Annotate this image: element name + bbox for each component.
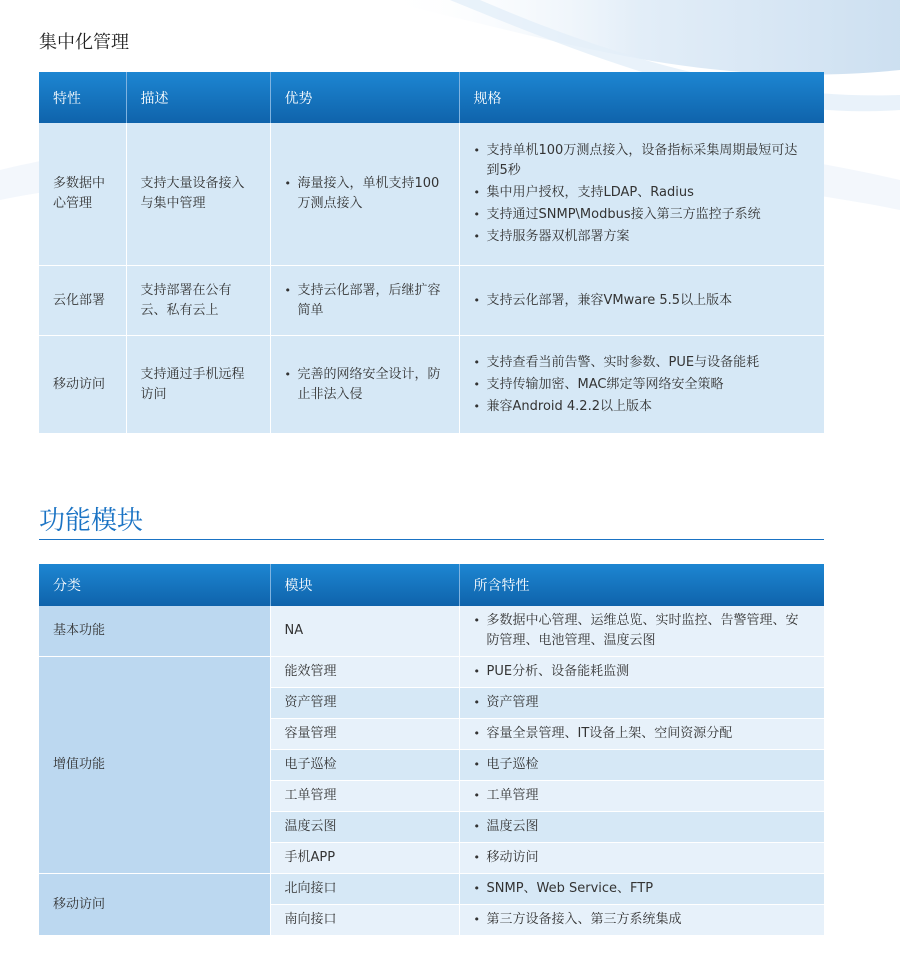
spec-cell bbox=[459, 266, 824, 336]
feature-cell bbox=[459, 657, 824, 688]
table-row bbox=[39, 606, 824, 657]
feature-cell bbox=[459, 688, 824, 719]
list-item: • SNMP、Web Service、FTP bbox=[474, 879, 811, 899]
table-row bbox=[39, 874, 824, 905]
header-feature: 特性 bbox=[39, 72, 126, 123]
advantage-cell bbox=[270, 123, 459, 266]
list-item: • 容量全景管理、IT设备上架、空间资源分配 bbox=[474, 724, 811, 744]
list-item: • 支持云化部署，后继扩容简单 bbox=[285, 281, 445, 321]
feature-cell bbox=[459, 606, 824, 657]
list-item: • PUE分析、设备能耗监测 bbox=[474, 662, 811, 682]
table-row bbox=[39, 336, 824, 434]
header-advantage: 优势 bbox=[270, 72, 459, 123]
feature-cell bbox=[459, 812, 824, 843]
feature-cell bbox=[459, 905, 824, 936]
feature-cell bbox=[459, 874, 824, 905]
module-cell: 资产管理 bbox=[270, 688, 459, 719]
list-item: • 支持服务器双机部署方案 bbox=[474, 227, 811, 247]
module-cell: NA bbox=[270, 606, 459, 657]
header-included-features: 所含特性 bbox=[459, 564, 824, 606]
list-item: • 集中用户授权，支持LDAP、Radius bbox=[474, 183, 811, 203]
list-item: • 支持通过SNMP\Modbus接入第三方监控子系统 bbox=[474, 205, 811, 225]
description-cell: 支持部署在公有云、私有云上 bbox=[126, 266, 270, 336]
list-item: • 支持单机100万测点接入，设备指标采集周期最短可达到5秒 bbox=[474, 141, 811, 181]
list-item: • 电子巡检 bbox=[474, 755, 811, 775]
table-row bbox=[39, 266, 824, 336]
list-item: • 完善的网络安全设计，防止非法入侵 bbox=[285, 365, 445, 405]
table-header-row bbox=[39, 564, 824, 606]
list-item: • 第三方设备接入、第三方系统集成 bbox=[474, 910, 811, 930]
centralized-management-table bbox=[39, 72, 824, 434]
spec-cell bbox=[459, 336, 824, 434]
title-divider bbox=[39, 539, 824, 540]
header-description: 描述 bbox=[126, 72, 270, 123]
module-cell: 南向接口 bbox=[270, 905, 459, 936]
header-category: 分类 bbox=[39, 564, 270, 606]
section-title-centralized: 集中化管理 bbox=[39, 32, 129, 53]
module-cell: 容量管理 bbox=[270, 719, 459, 750]
list-item: • 海量接入，单机支持100万测点接入 bbox=[285, 174, 445, 214]
description-cell: 支持通过手机远程访问 bbox=[126, 336, 270, 434]
advantage-cell bbox=[270, 336, 459, 434]
function-modules-table bbox=[39, 564, 824, 936]
category-cell: 移动访问 bbox=[39, 874, 270, 936]
feature-cell bbox=[459, 843, 824, 874]
feature-cell bbox=[459, 719, 824, 750]
list-item: • 兼容Android 4.2.2以上版本 bbox=[474, 397, 811, 417]
table-row bbox=[39, 123, 824, 266]
feature-cell bbox=[459, 750, 824, 781]
table-row bbox=[39, 657, 824, 688]
section-title-modules: 功能模块 bbox=[39, 506, 144, 536]
feature-cell: 移动访问 bbox=[39, 336, 126, 434]
advantage-cell bbox=[270, 266, 459, 336]
header-module: 模块 bbox=[270, 564, 459, 606]
list-item: • 移动访问 bbox=[474, 848, 811, 868]
feature-cell: 多数据中心管理 bbox=[39, 123, 126, 266]
list-item: • 支持传输加密、MAC绑定等网络安全策略 bbox=[474, 375, 811, 395]
module-cell: 能效管理 bbox=[270, 657, 459, 688]
table-header-row bbox=[39, 72, 824, 123]
feature-cell bbox=[459, 781, 824, 812]
list-item: • 支持查看当前告警、实时参数、PUE与设备能耗 bbox=[474, 353, 811, 373]
module-cell: 北向接口 bbox=[270, 874, 459, 905]
list-item: • 多数据中心管理、运维总览、实时监控、告警管理、安防管理、电池管理、温度云图 bbox=[474, 611, 811, 651]
description-cell: 支持大量设备接入与集中管理 bbox=[126, 123, 270, 266]
module-cell: 电子巡检 bbox=[270, 750, 459, 781]
module-cell: 工单管理 bbox=[270, 781, 459, 812]
header-spec: 规格 bbox=[459, 72, 824, 123]
category-cell: 增值功能 bbox=[39, 657, 270, 874]
spec-cell bbox=[459, 123, 824, 266]
category-cell: 基本功能 bbox=[39, 606, 270, 657]
list-item: • 支持云化部署，兼容VMware 5.5以上版本 bbox=[474, 291, 811, 311]
list-item: • 温度云图 bbox=[474, 817, 811, 837]
feature-cell: 云化部署 bbox=[39, 266, 126, 336]
module-cell: 手机APP bbox=[270, 843, 459, 874]
list-item: • 资产管理 bbox=[474, 693, 811, 713]
list-item: • 工单管理 bbox=[474, 786, 811, 806]
module-cell: 温度云图 bbox=[270, 812, 459, 843]
